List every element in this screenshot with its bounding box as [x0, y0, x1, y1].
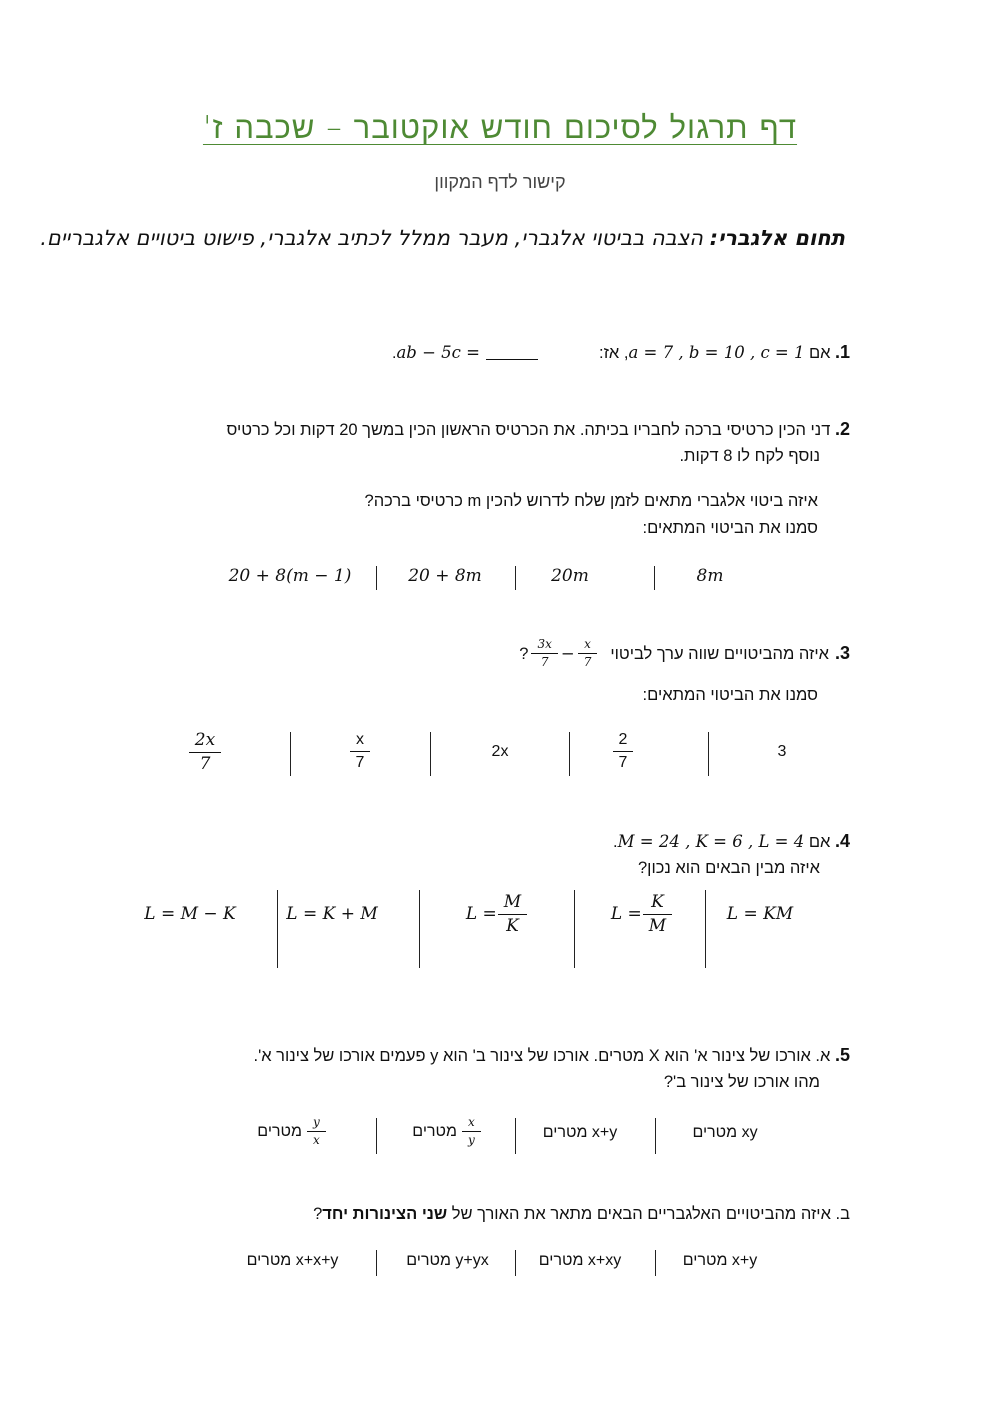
question-number: 1.: [834, 342, 850, 362]
option-divider: [430, 732, 431, 776]
q5b-question: ב. איזה מהביטויים האלגבריים הבאים מתאר את האורך של שני הצינורות יחד?: [313, 1205, 850, 1223]
q2-option-2[interactable]: 20m: [551, 566, 589, 586]
q4-intro: אם: [808, 833, 831, 851]
topic-heading: [40, 226, 845, 250]
q4-option-3[interactable]: L = $\frac{M}{K}$: [440, 893, 550, 935]
q4-values: M = 24 , K = 6 , L = 4: [617, 832, 805, 851]
question-number: 4.: [834, 831, 850, 851]
q5a-text: א. אורכו של צינור א' הוא X מטרים. אורכו של צינור ב' הוא y פעמים אורכו של צינור א'.: [253, 1047, 831, 1065]
option-divider: [515, 1118, 516, 1154]
page-title: דף תרגול לסיכום חודש אוקטובר – שכבה ז': [202, 110, 798, 146]
q2-option-1[interactable]: 8m: [696, 566, 724, 586]
q1-answer-expression: .ab − 5c =: [392, 343, 544, 363]
q2-line: דני הכין כרטיסי ברכה לחבריו בכיתה. את הכרטיס הראשון הכין במשך 20 דקות וכל כרטיס: [226, 421, 831, 439]
option-divider: [655, 1250, 656, 1276]
q5a-option-3[interactable]: $\frac{x}{y}$ מטרים: [390, 1116, 500, 1147]
q5a-option-4[interactable]: $\frac{y}{x}$ מטרים: [235, 1116, 345, 1147]
topic-description: הצבה בביטוי אלגברי, מעבר ממלל לכתיב אלגברי, פישוט ביטויים אלגבריים.: [40, 226, 710, 250]
option-divider: [290, 732, 291, 776]
q2-instruction: סמנו את הביטוי המתאים:: [642, 519, 818, 537]
q3-option-2[interactable]: $\frac{2}{7}$: [593, 731, 653, 771]
q3-option-5[interactable]: $\frac{2x}{7}$: [175, 731, 235, 773]
q1-intro: אם: [808, 344, 831, 362]
q1-expression: ab − 5c =: [396, 343, 480, 362]
q5a-option-1[interactable]: xy מטרים: [692, 1124, 758, 1141]
q4-question: איזה מבין הבאים הוא נכון?: [638, 859, 820, 877]
option-divider: [708, 732, 709, 776]
option-divider: [419, 890, 420, 968]
option-divider: [277, 890, 278, 968]
q2-option-4[interactable]: 20 + 8(m − 1): [228, 566, 352, 586]
question-number: 3.: [834, 643, 850, 664]
q2-line: נוסף לקח לו 8 דקות.: [679, 447, 820, 465]
q3-text: איזה מהביטויים שווה ערך לביטוי: [610, 644, 829, 663]
option-divider: [655, 1118, 656, 1154]
question-2: [150, 416, 850, 469]
q3-option-3[interactable]: 2x: [491, 743, 509, 760]
q1-answer-blank[interactable]: [486, 345, 538, 360]
q1-values: a = 7 , b = 10 , c = 1: [628, 343, 805, 362]
q4-option-4[interactable]: L = K + M: [286, 904, 378, 924]
question-3: 3. איזה מהביטויים שווה ערך לביטוי $\frac{3x}{7}$ − $\frac{x}{7}$ ?: [519, 637, 850, 670]
online-page-link[interactable]: קישור לדף המקוון: [434, 172, 566, 192]
q4-option-1[interactable]: L = KM: [726, 904, 794, 924]
question-number: 2.: [834, 419, 850, 439]
question-number: 5.: [834, 1045, 850, 1065]
option-divider: [376, 1250, 377, 1276]
q4-option-2[interactable]: L = $\frac{K}{M}$: [585, 893, 695, 935]
q4-option-5[interactable]: L = M − K: [144, 904, 236, 924]
q5a-question: מהו אורכו של צינור ב'?: [663, 1073, 820, 1091]
option-divider: [569, 732, 570, 776]
option-divider: [654, 566, 655, 590]
q3-expression: $\frac{3x}{7}$ − $\frac{x}{7}$: [534, 638, 594, 669]
topic-label: תחום אלגברי:: [709, 226, 845, 250]
question-5: [130, 1042, 850, 1095]
q5b-option-1[interactable]: x+y מטרים: [682, 1252, 758, 1269]
q5b-option-3[interactable]: y+yx מטרים: [406, 1252, 489, 1269]
option-divider: [376, 566, 377, 590]
q5b-option-4[interactable]: x+x+y מטרים: [246, 1252, 339, 1269]
q5b-emphasis: שני הצינורות יחד: [322, 1205, 448, 1223]
option-divider: [515, 1250, 516, 1276]
q1-then: , אז:: [599, 344, 629, 362]
q5b-option-2[interactable]: x+xy מטרים: [538, 1252, 622, 1269]
q2-option-3[interactable]: 20 + 8m: [408, 566, 482, 586]
option-divider: [705, 890, 706, 968]
q5a-option-2[interactable]: x+y מטרים: [542, 1124, 618, 1141]
q2-question: איזה ביטוי אלגברי מתאים לזמן שלח לדרוש להכין m כרטיסי ברכה?: [364, 492, 818, 510]
question-4: 4. אם M = 24 , K = 6 , L = 4. איזה מבין הבאים הוא נכון?: [150, 828, 850, 881]
q3-instruction: סמנו את הביטוי המתאים:: [642, 686, 818, 704]
q3-option-4[interactable]: $\frac{x}{7}$: [330, 731, 390, 771]
option-divider: [376, 1118, 377, 1154]
option-divider: [574, 890, 575, 968]
option-divider: [515, 566, 516, 590]
q3-option-1[interactable]: 3: [777, 743, 787, 760]
